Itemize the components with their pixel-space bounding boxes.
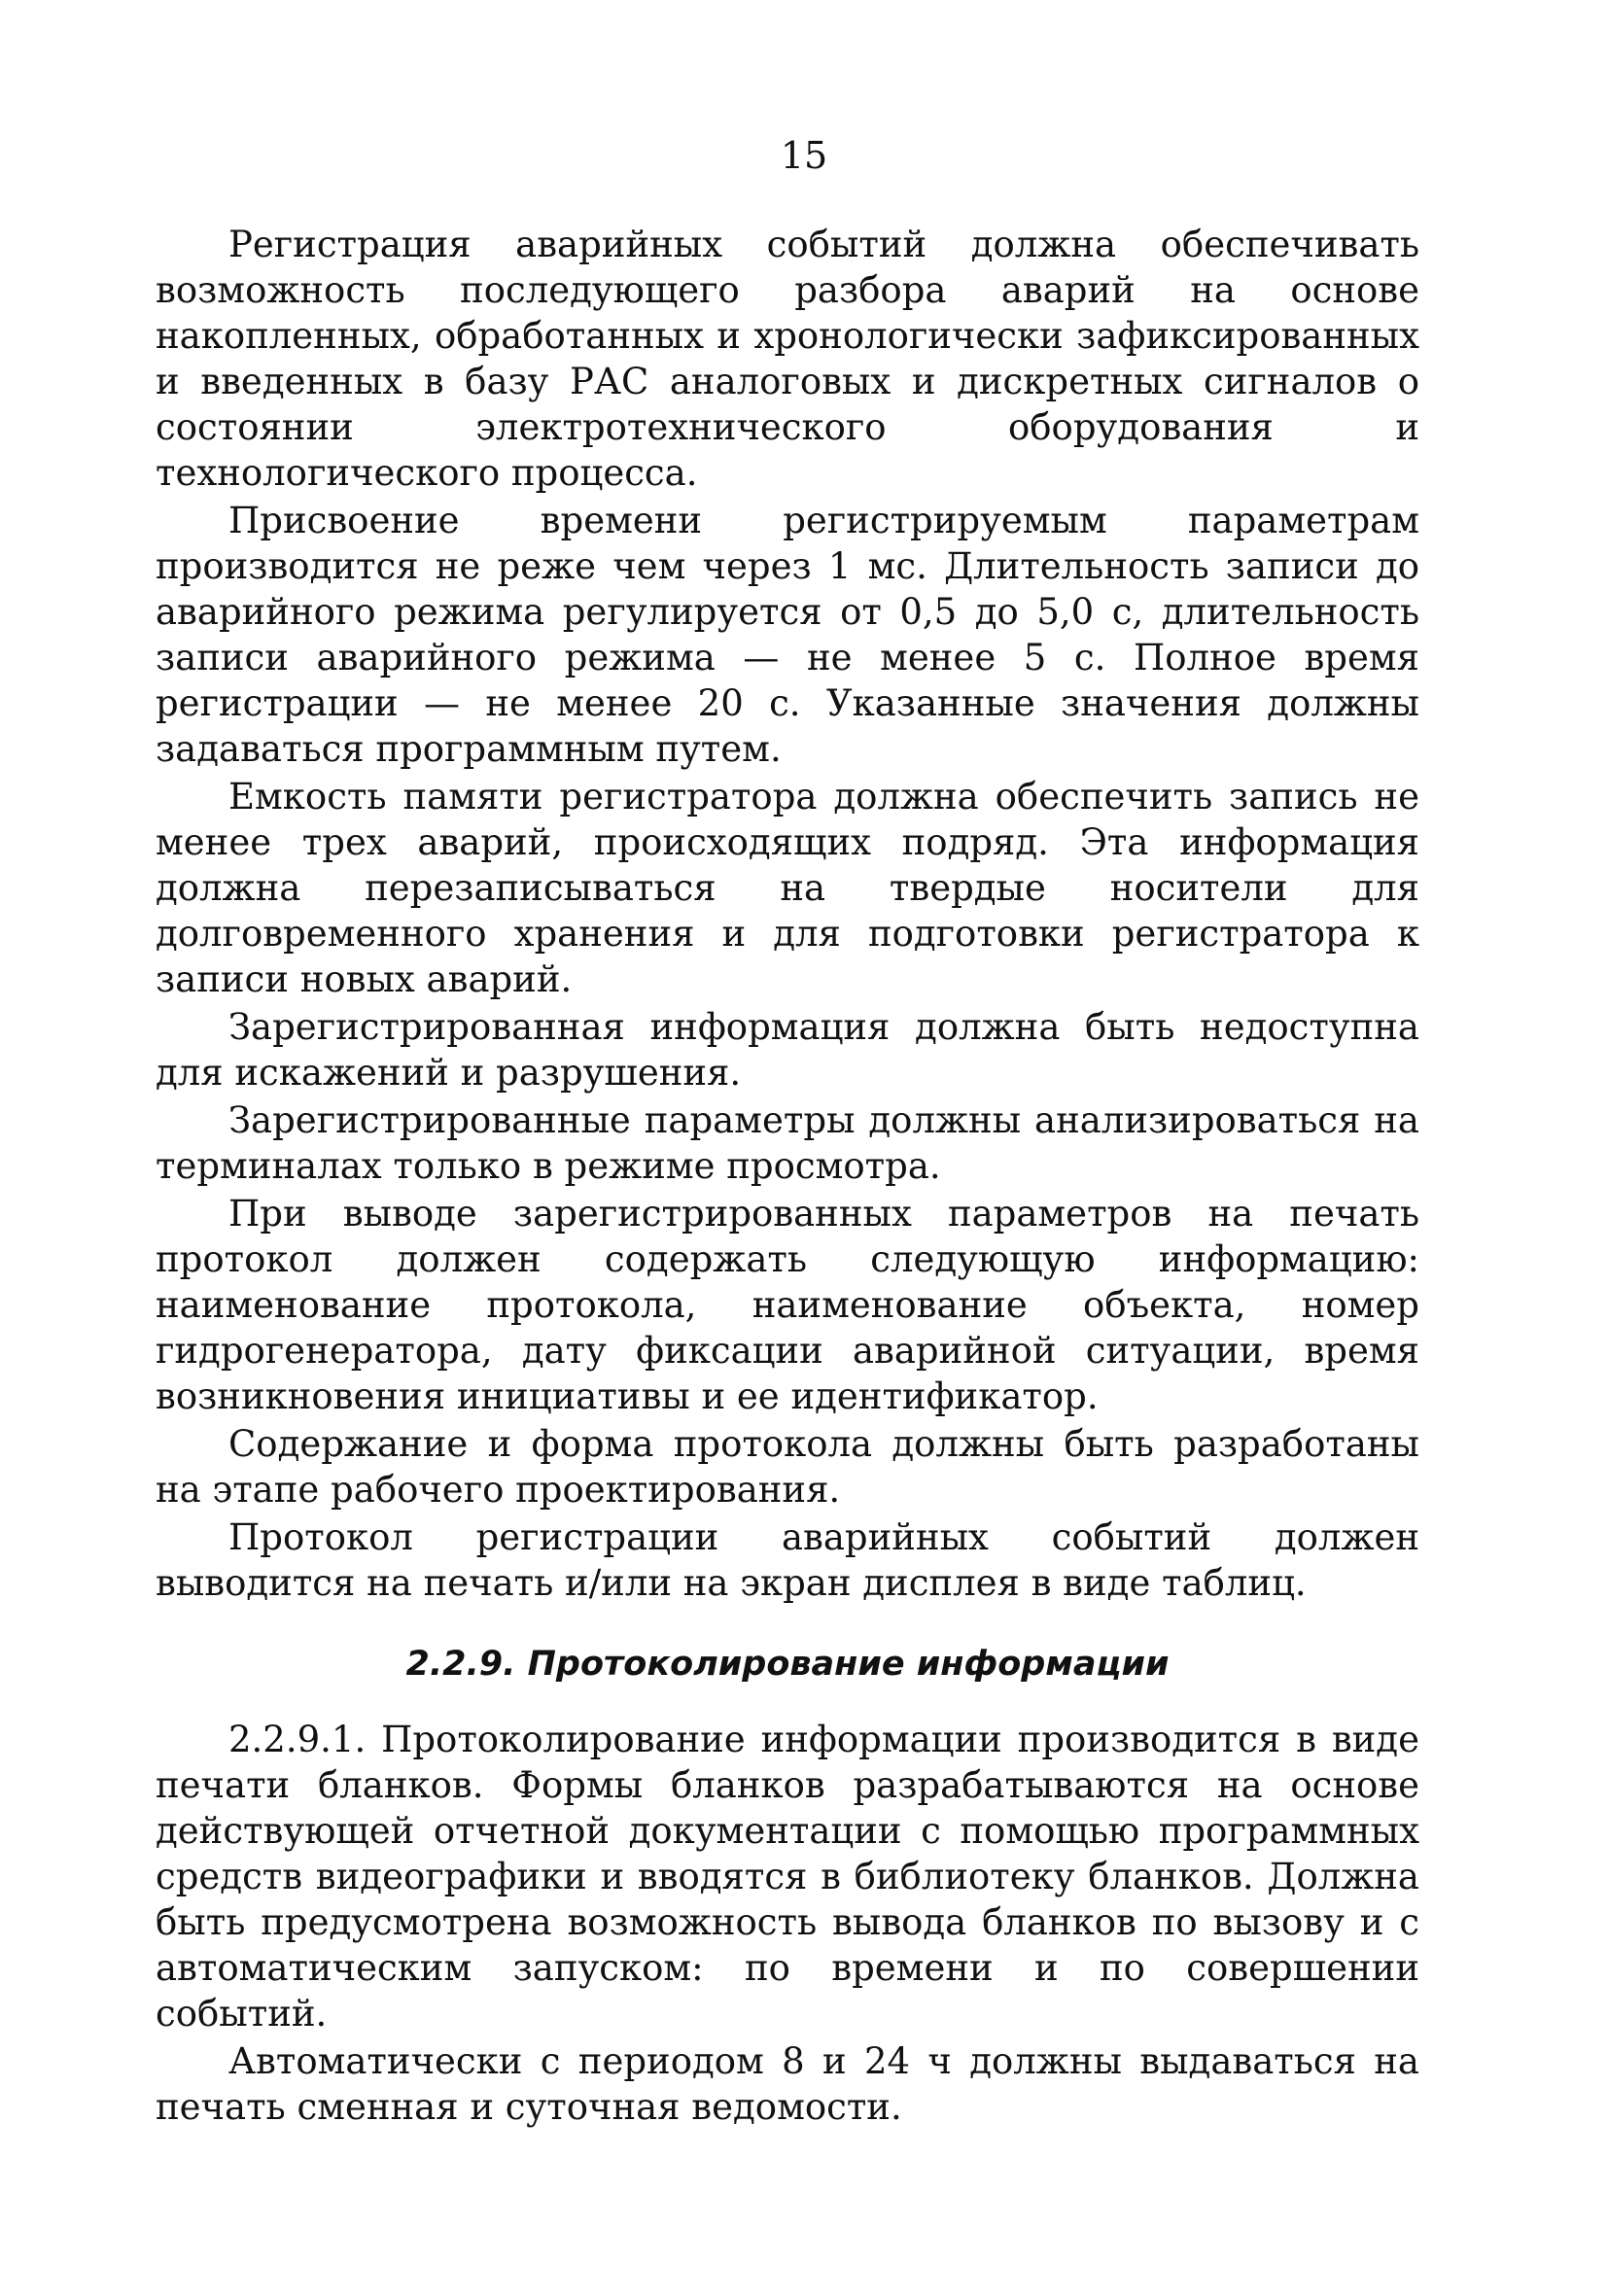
section-heading: 2.2.9. Протоколирование информации bbox=[405, 1645, 1170, 1684]
paragraph: Содержание и форма протокола должны быть разработаны на этапе рабочего проектирования. bbox=[156, 1423, 1419, 1511]
paragraph: При выводе зарегистрированных параметров на печать протокол должен содержать следующую информацию: наименование протокола, наименование объекта, номер гидрогенератора, дату фиксации аварийной ситуации, время возникновения инициативы и ее идентификатор. bbox=[156, 1193, 1419, 1417]
paragraph: Зарегистрированные параметры должны анализироваться на терминалах только в режиме просмотра. bbox=[156, 1099, 1419, 1187]
paragraph: Регистрация аварийных событий должна обеспечивать возможность последующего разбора аварий на основе накопленных, обработанных и хронологически зафиксированных и введенных в базу РАС аналоговых и дискретных сигналов о состоянии электротехнического оборудования и технологического процесса. bbox=[156, 224, 1419, 494]
paragraph: Присвоение времени регистрируемым параметрам производится не реже чем через 1 мс. Длительность записи до аварийного режима регулируется от 0,5 до 5,0 с, длительность записи аварийного режима — не менее 5 с. Полное время регистрации — не менее 20 с. Указанные значения должны задаваться программным путем. bbox=[156, 500, 1419, 770]
paragraph: Протокол регистрации аварийных событий должен выводится на печать и/или на экран дисплея в виде таблиц. bbox=[156, 1516, 1419, 1604]
paragraph: 2.2.9.1. Протоколирование информации производится в виде печати бланков. Формы бланков разрабатываются на основе действующей отчетной документации с помощью программных средств видеографики и вводятся в библиотеку бланков. Должна быть предусмотрена возможность вывода бланков по вызову и с автоматическим запуском: по времени и по совершении событий. bbox=[156, 1719, 1419, 2035]
page-number: 15 bbox=[780, 134, 828, 177]
paragraph: Автоматически с периодом 8 и 24 ч должны выдаваться на печать сменная и суточная ведомости. bbox=[156, 2040, 1419, 2128]
text-body bbox=[156, 222, 1419, 2130]
paragraph: Емкость памяти регистратора должна обеспечить запись не менее трех аварий, происходящих подряд. Эта информация должна перезаписываться на твердые носители для долговременного хранения и для подготовки регистратора к записи новых аварий. bbox=[156, 776, 1419, 1000]
paragraph: Зарегистрированная информация должна быть недоступна для искажений и разрушения. bbox=[156, 1006, 1419, 1094]
